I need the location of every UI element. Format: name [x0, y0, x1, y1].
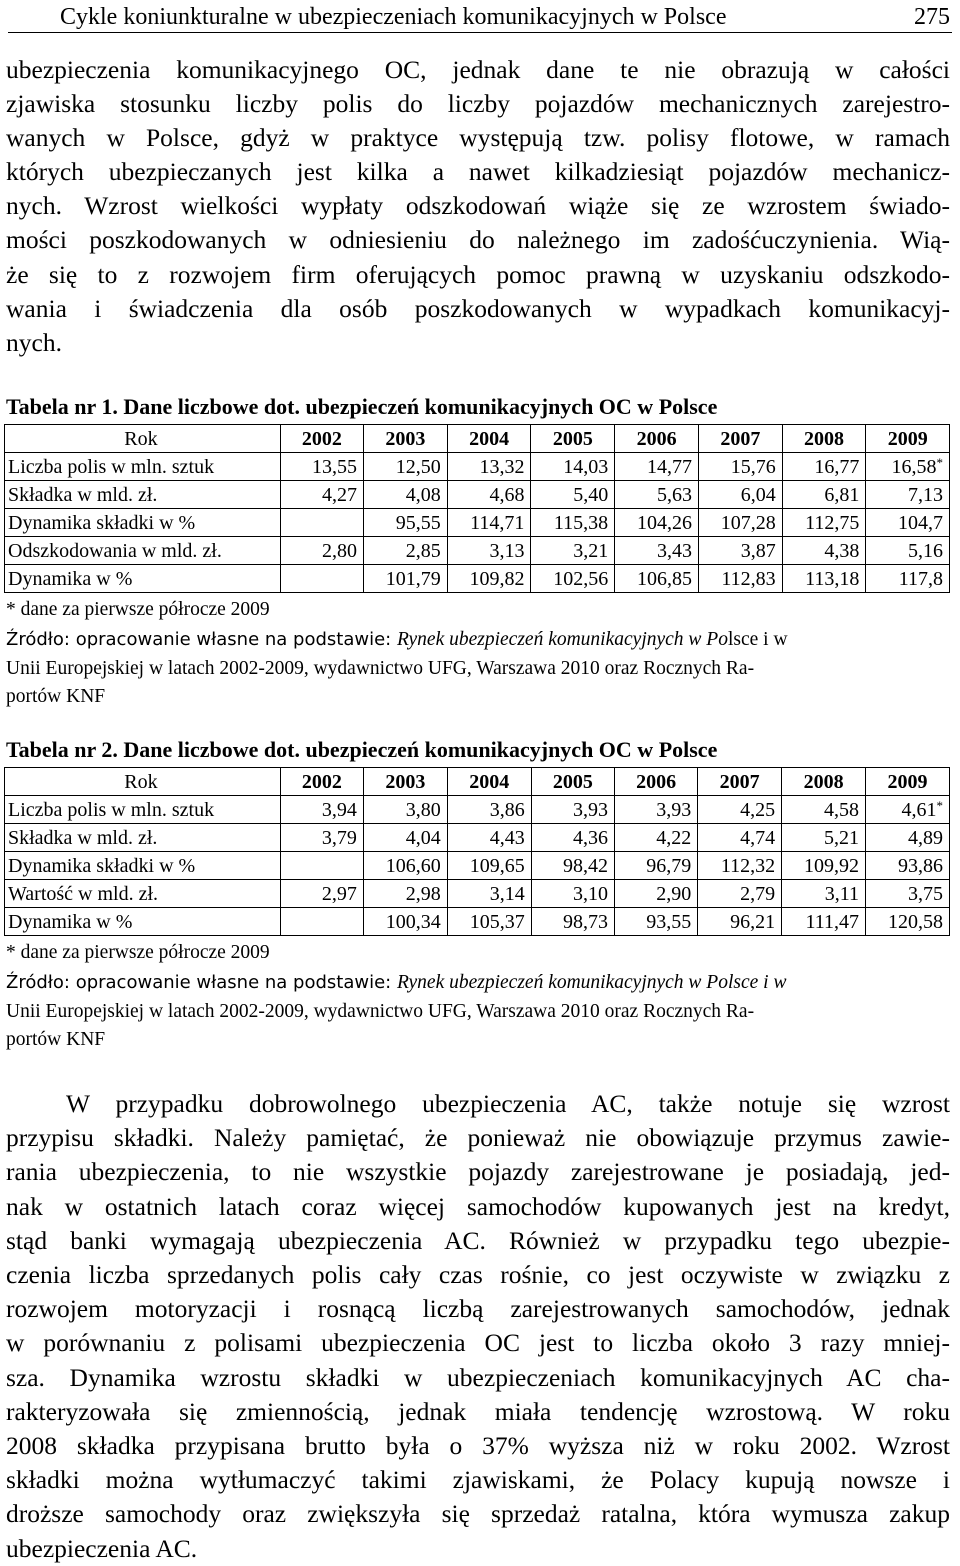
- value-cell: [280, 537, 363, 565]
- value-cell: [615, 509, 699, 537]
- text-line: ubezpieczenia komunikacyjnego OC, jednak dane te nie obrazują w całości: [6, 55, 950, 84]
- row-label-cell: Liczba polis w mln. sztuk: [5, 796, 281, 824]
- header-year-cell: 2006: [614, 768, 697, 796]
- value-text: 3,43: [656, 539, 692, 562]
- value-cell: [782, 824, 866, 852]
- value-text: 104,26: [636, 511, 692, 534]
- value-cell: [614, 880, 697, 908]
- value-cell: [363, 908, 447, 936]
- value-text: 109,92: [804, 854, 860, 877]
- header-year-cell: 2003: [363, 425, 447, 453]
- table-row: [5, 481, 950, 509]
- table2-caption: Tabela nr 2. Dane liczbowe dot. ubezpieczeń komunikacyjnych OC w Polsce: [6, 737, 718, 762]
- value-cell: [531, 824, 614, 852]
- value-cell: [866, 824, 950, 852]
- text-line: że się to z rozwojem firm oferujących pomoc prawną w uzyskaniu odszkodo-: [6, 259, 950, 289]
- value-cell: [698, 796, 782, 824]
- value-text: 13,55: [311, 455, 357, 478]
- header-year-cell: 2003: [363, 768, 447, 796]
- header-year-cell: 2002: [280, 768, 363, 796]
- value-cell: [698, 509, 782, 537]
- value-text: 104,7: [898, 511, 943, 534]
- value-cell: [782, 880, 866, 908]
- value-cell: [447, 908, 531, 936]
- value-text: 7,13: [908, 483, 943, 506]
- text-line: czenia liczba sprzedanych polis cały czas rośnie, co jest oczywiste w związku z: [6, 1260, 950, 1290]
- value-text: 3,21: [573, 539, 609, 562]
- header-year-cell: 2004: [447, 768, 531, 796]
- table1-source: [6, 626, 950, 712]
- value-text: 5,63: [656, 483, 692, 506]
- row-label-cell: Liczba polis w mln. sztuk: [5, 453, 281, 481]
- value-text: 3,79: [321, 826, 357, 849]
- table-row: [5, 824, 950, 852]
- value-text: 96,79: [646, 854, 692, 877]
- value-cell: [531, 481, 615, 509]
- value-cell: [866, 453, 950, 481]
- value-text: 4,74: [740, 826, 776, 849]
- value-text: 4,08: [405, 483, 441, 506]
- value-cell: [363, 824, 447, 852]
- value-text: 98,73: [562, 910, 608, 933]
- value-text: 4,61: [901, 798, 937, 821]
- value-cell: [782, 481, 866, 509]
- source-title-rest: lsce i w: [727, 629, 788, 650]
- value-text: 15,76: [730, 455, 776, 478]
- text-line: których ubezpieczanych jest kilka a nawet kilkadziesiąt pojazdów mechanicz-: [6, 157, 950, 187]
- value-text: 12,50: [395, 455, 441, 478]
- table1: [4, 424, 950, 593]
- value-cell: [614, 824, 697, 852]
- value-text: 3,93: [656, 798, 692, 821]
- value-cell: [280, 852, 363, 880]
- value-text: 107,28: [720, 511, 776, 534]
- value-cell: [782, 509, 866, 537]
- value-cell: [614, 852, 697, 880]
- row-label-cell: Dynamika składki w %: [5, 509, 281, 537]
- table1-caption: Tabela nr 1. Dane liczbowe dot. ubezpieczeń komunikacyjnych OC w Polsce: [6, 394, 718, 419]
- text-line: rozwojem motoryzacji i rosnącą liczbą zarejestrowanych samochodów, jednak: [6, 1294, 950, 1324]
- value-text: 4,68: [489, 483, 525, 506]
- value-text: 115,38: [553, 511, 609, 534]
- value-cell: [698, 908, 782, 936]
- value-text: 2,97: [321, 882, 357, 905]
- table2-source: [6, 969, 950, 1055]
- value-text: 4,58: [824, 798, 860, 821]
- value-cell: [782, 453, 866, 481]
- value-text: 4,27: [321, 483, 357, 506]
- value-cell: [363, 537, 447, 565]
- value-text: 6,81: [824, 483, 860, 506]
- table-row: [5, 796, 950, 824]
- value-cell: [447, 481, 531, 509]
- text-line: wanych w Polsce, gdyż w praktyce występują tzw. polisy flotowe, w ramach: [6, 123, 950, 153]
- text-line: stąd banki wymagają ubezpieczenia AC. Również w przypadku tego ubezpie-: [6, 1225, 950, 1255]
- value-text: 4,25: [740, 798, 776, 821]
- value-cell: [531, 880, 614, 908]
- value-cell: [782, 852, 866, 880]
- text-line: rakteryzowała się zmiennością, jednak miała tendencję wzrostową. W roku: [6, 1396, 950, 1426]
- table-header-row: [5, 425, 950, 453]
- value-cell: [531, 908, 614, 936]
- value-text: 102,56: [553, 567, 609, 590]
- text-line: zjawiska stosunku liczby polis do liczby pojazdów mechanicznych zarejestro-: [6, 89, 950, 119]
- value-cell: [363, 565, 447, 593]
- value-cell: [531, 796, 614, 824]
- value-cell: [866, 537, 950, 565]
- value-cell: [447, 852, 531, 880]
- value-text: 106,85: [636, 567, 692, 590]
- text-line: W przypadku dobrowolnego ubezpieczenia AC, także notuje się wzrost: [66, 1089, 950, 1118]
- value-cell: [615, 565, 699, 593]
- value-text: 105,37: [469, 910, 525, 933]
- header-year-cell: 2005: [531, 425, 615, 453]
- value-cell: [866, 852, 950, 880]
- value-text: 4,22: [656, 826, 692, 849]
- value-cell: [280, 509, 363, 537]
- text-line: mości poszkodowanych w odniesieniu do należnego im zadośćuczynienia. Wią-: [6, 225, 950, 255]
- value-text: 16,58: [891, 455, 937, 478]
- source-line2: Unii Europejskiej w latach 2002-2009, wydawnictwo UFG, Warszawa 2010 oraz Rocznych Ra-: [6, 657, 755, 679]
- value-text: 120,58: [888, 910, 943, 933]
- value-text: 109,82: [469, 567, 525, 590]
- value-cell: [866, 796, 950, 824]
- source-label: Źródło: opracowanie własne na podstawie:: [6, 972, 397, 993]
- value-text: 3,94: [321, 798, 357, 821]
- value-text: 93,55: [646, 910, 692, 933]
- value-text: 5,16: [908, 539, 943, 562]
- value-text: 2,85: [405, 539, 441, 562]
- value-text: 112,75: [805, 511, 860, 534]
- value-cell: [866, 565, 950, 593]
- value-cell: [698, 481, 782, 509]
- table2-note: * dane za pierwsze półrocze 2009: [6, 942, 270, 963]
- value-cell: [280, 565, 363, 593]
- value-cell: [782, 908, 866, 936]
- row-label-cell: Składka w mld. zł.: [5, 824, 281, 852]
- value-cell: [447, 796, 531, 824]
- value-text: 3,93: [572, 798, 608, 821]
- value-text: 3,80: [405, 798, 441, 821]
- value-text: 14,03: [563, 455, 609, 478]
- value-text: 16,77: [814, 455, 860, 478]
- source-line3: portów KNF: [6, 1029, 106, 1050]
- value-text: 3,86: [489, 798, 525, 821]
- value-cell: [280, 824, 363, 852]
- value-cell: [782, 565, 866, 593]
- value-text: 3,87: [740, 539, 776, 562]
- value-text: 112,32: [720, 854, 776, 877]
- value-cell: [615, 453, 699, 481]
- value-cell: [615, 537, 699, 565]
- value-cell: [531, 565, 615, 593]
- row-label-cell: Dynamika składki w %: [5, 852, 281, 880]
- value-text: 106,60: [385, 854, 441, 877]
- table-row: [5, 537, 950, 565]
- value-cell: [280, 453, 363, 481]
- header-year-cell: 2009: [866, 425, 950, 453]
- table1-note: * dane za pierwsze półrocze 2009: [6, 599, 270, 620]
- value-cell: [698, 565, 782, 593]
- value-text: 117,8: [898, 567, 943, 590]
- value-cell: [280, 796, 363, 824]
- text-line: wania i świadczenia dla osób poszkodowanych w wypadkach komunikacyj-: [6, 293, 950, 323]
- text-line: rania ubezpieczenia, to nie wszystkie pojazdy zarejestrowane je posiadają, jed-: [6, 1157, 950, 1187]
- value-cell: [782, 537, 866, 565]
- value-cell: [280, 908, 363, 936]
- value-text: 95,55: [395, 511, 441, 534]
- value-cell: [363, 453, 447, 481]
- paragraph-intro: [6, 53, 950, 360]
- source-title: Rynek ubezpieczeń komunikacyjnych w Po: [396, 629, 728, 650]
- value-cell: [531, 852, 614, 880]
- value-text: 4,89: [908, 826, 943, 849]
- value-cell: [698, 453, 782, 481]
- row-label-cell: Dynamika w %: [5, 565, 281, 593]
- value-text: 14,77: [646, 455, 692, 478]
- value-cell: [866, 908, 950, 936]
- value-cell: [698, 880, 782, 908]
- text-line: droższe samochody oraz zwiększyła się sprzedaż ratalna, która wymusza zakup: [6, 1499, 950, 1529]
- value-text: 3,75: [908, 882, 943, 905]
- value-cell: [363, 852, 447, 880]
- value-text: 5,21: [824, 826, 860, 849]
- table-row: [5, 453, 950, 481]
- value-text: 114,71: [470, 511, 525, 534]
- value-text: 3,13: [489, 539, 525, 562]
- text-line: nak w ostatnich latach coraz więcej samochodów kupowanych jest na kredyt,: [6, 1191, 950, 1221]
- table-row: [5, 509, 950, 537]
- value-cell: [363, 880, 447, 908]
- value-text: 101,79: [385, 567, 441, 590]
- row-label-cell: Dynamika w %: [5, 908, 281, 936]
- row-label-cell: Składka w mld. zł.: [5, 481, 281, 509]
- table-row: [5, 852, 950, 880]
- table-row: [5, 908, 950, 936]
- value-cell: [614, 908, 697, 936]
- value-cell: [866, 880, 950, 908]
- header-label-cell: Rok: [5, 768, 281, 796]
- footnote-marker: *: [936, 454, 943, 470]
- header-year-cell: 2007: [698, 768, 782, 796]
- table-header-row: [5, 768, 950, 796]
- value-text: 2,98: [405, 882, 441, 905]
- footnote-marker: *: [936, 797, 943, 813]
- value-text: 13,32: [479, 455, 525, 478]
- value-cell: [447, 565, 531, 593]
- header-year-cell: 2007: [698, 425, 782, 453]
- value-cell: [698, 824, 782, 852]
- running-header: [8, 2, 952, 33]
- value-text: 113,18: [805, 567, 860, 590]
- text-line: sza. Dynamika wzrostu składki w ubezpieczeniach komunikacyjnych AC cha-: [6, 1362, 950, 1392]
- value-text: 111,47: [805, 910, 860, 933]
- header-label-cell: Rok: [5, 425, 281, 453]
- value-text: 109,65: [469, 854, 525, 877]
- value-cell: [447, 509, 531, 537]
- value-cell: [447, 880, 531, 908]
- value-cell: [363, 509, 447, 537]
- value-text: 2,80: [321, 539, 357, 562]
- value-cell: [447, 824, 531, 852]
- value-cell: [866, 481, 950, 509]
- text-line: 2008 składka przypisana brutto była o 37% wyższa niż w roku 2002. Wzrost: [6, 1431, 950, 1461]
- page-number: 275: [914, 4, 950, 30]
- header-year-cell: 2002: [280, 425, 363, 453]
- paragraph-ac: [6, 1087, 950, 1566]
- value-text: 4,43: [489, 826, 525, 849]
- text-line: ubezpieczenia AC.: [6, 1533, 198, 1563]
- text-line: nych.: [6, 327, 62, 357]
- header-year-cell: 2005: [531, 768, 614, 796]
- text-line: w porównaniu z polisami ubezpieczenia OC jest to liczba około 3 razy mniej-: [6, 1328, 950, 1358]
- source-title: Rynek ubezpieczeń komunikacyjnych w Polsce i w: [396, 972, 787, 993]
- header-year-cell: 2004: [447, 425, 531, 453]
- row-label-cell: Wartość w mld. zł.: [5, 880, 281, 908]
- value-text: 112,83: [721, 567, 776, 590]
- value-cell: [698, 537, 782, 565]
- row-label-cell: Odszkodowania w mld. zł.: [5, 537, 281, 565]
- value-text: 3,11: [824, 882, 860, 905]
- table2: [4, 767, 950, 936]
- value-cell: [614, 796, 697, 824]
- value-text: 4,36: [572, 826, 608, 849]
- text-line: składki można wytłumaczyć takimi zjawiskami, że Polacy kupują nowsze i: [6, 1465, 950, 1495]
- value-cell: [280, 880, 363, 908]
- value-cell: [363, 481, 447, 509]
- value-text: 2,90: [656, 882, 692, 905]
- value-cell: [531, 453, 615, 481]
- value-text: 5,40: [573, 483, 609, 506]
- value-cell: [698, 852, 782, 880]
- value-cell: [531, 509, 615, 537]
- source-line2: Unii Europejskiej w latach 2002-2009, wydawnictwo UFG, Warszawa 2010 oraz Rocznych Ra-: [6, 1000, 755, 1022]
- value-text: 3,10: [572, 882, 608, 905]
- value-text: 6,04: [740, 483, 776, 506]
- value-cell: [280, 481, 363, 509]
- header-year-cell: 2008: [782, 768, 866, 796]
- value-cell: [866, 509, 950, 537]
- value-cell: [447, 537, 531, 565]
- header-year-cell: 2006: [615, 425, 699, 453]
- value-cell: [615, 481, 699, 509]
- value-cell: [447, 453, 531, 481]
- text-line: nych. Wzrost wielkości wypłaty odszkodowań wiąże się ze wzrostem świado-: [6, 191, 950, 221]
- value-text: 93,86: [898, 854, 943, 877]
- value-cell: [363, 796, 447, 824]
- value-cell: [782, 796, 866, 824]
- table-row: [5, 565, 950, 593]
- header-year-cell: 2008: [782, 425, 866, 453]
- value-text: 98,42: [562, 854, 608, 877]
- text-line: przypisu składki. Należy pamiętać, że ponieważ nie obowiązuje przymus zawie-: [6, 1123, 950, 1153]
- header-year-cell: 2009: [866, 768, 950, 796]
- value-text: 4,38: [824, 539, 860, 562]
- running-title: Cykle koniunkturalne w ubezpieczeniach komunikacyjnych w Polsce: [60, 4, 727, 30]
- table-row: [5, 880, 950, 908]
- value-text: 96,21: [730, 910, 776, 933]
- value-cell: [531, 537, 615, 565]
- source-label: Źródło: opracowanie własne na podstawie:: [6, 629, 397, 650]
- value-text: 2,79: [740, 882, 776, 905]
- source-line3: portów KNF: [6, 686, 106, 707]
- value-text: 4,04: [405, 826, 441, 849]
- value-text: 100,34: [385, 910, 441, 933]
- value-text: 3,14: [489, 882, 525, 905]
